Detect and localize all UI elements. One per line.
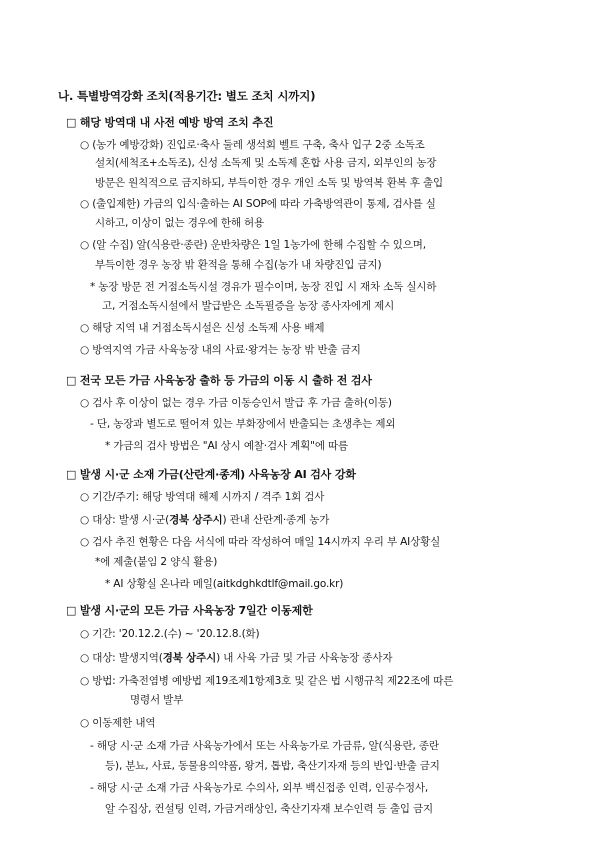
bullet-item: [80, 651, 392, 665]
bullet-text: ○ 대상: 발생지역(: [80, 652, 163, 664]
bullet-continuation: 방문은 원칙적으로 금지하되, 부득이한 경우 개인 소독 및 방역복 환복 후 출입: [95, 177, 444, 189]
bullet-continuation: 명령서 발부: [130, 694, 184, 706]
bullet-item: ○ (출입제한) 가금의 입식·출하는 AI SOP에 따라 가축방역관이 통제, 검사를 실: [80, 198, 436, 210]
bullet-continuation: 설치(세척조+소독조), 신성 소독제 및 소독제 혼합 사용 금지, 외부인의 농장: [95, 157, 437, 169]
dash-item: - 해당 시·군 소재 가금 사육농가에서 또는 사육농가로 가금류, 알(식용란, 종란: [90, 740, 439, 752]
dash-continuation: 알 수집상, 컨설팅 인력, 가금거래상인, 축산기자재 보수인력 등 출입 금지: [105, 803, 434, 815]
bold-region: 경북 상주시: [169, 514, 223, 526]
bullet-item: ○ 기간: '20.12.2.(수) ~ '20.12.8.(화): [80, 628, 260, 640]
bullet-item: ○ 기간/주기: 해당 방역대 해제 시까지 / 격주 1회 검사: [80, 491, 325, 503]
bold-region: 경북 상주시: [162, 652, 217, 664]
subsection-title: □ 해당 방역대 내 사전 예방 방역 조치 추진: [66, 116, 274, 129]
note-continuation: 고, 거점소독시설에서 발급받은 소독필증을 농장 종사자에게 제시: [102, 300, 395, 312]
subsection-title: □ 전국 모든 가금 사육농장 출하 등 가금의 이동 시 출하 전 검사: [66, 374, 372, 387]
bullet-continuation: 시하고, 이상이 없는 경우에 한해 허용: [95, 217, 265, 229]
bullet-item: ○ 방역지역 가금 사육농장 내의 사료·왕겨는 농장 밖 반출 금지: [80, 344, 361, 356]
note-item: * AI 상황실 온나라 메일(aitkdghkdtlf@mail.go.kr): [105, 578, 344, 590]
bullet-text: ○ 대상: 발생 시·군(: [80, 514, 170, 526]
subsection-title: □ 발생 시·군 소재 가금(산란계·종계) 사육농장 AI 검사 강화: [66, 468, 356, 481]
bullet-continuation: *에 제출(붙임 2 양식 활용): [95, 556, 218, 568]
bullet-item: ○ (알 수집) 알(식용란·종란) 운반차량은 1일 1농가에 한해 수집할 수 있으며,: [80, 239, 426, 251]
bullet-continuation: 부득이한 경우 농장 밖 환적을 통해 수집(농가 내 차량진입 금지): [95, 259, 382, 271]
bullet-text: ) 관내 산란계·종계 농가: [222, 514, 330, 526]
dash-continuation: 등), 분뇨, 사료, 동물용의약품, 왕겨, 톱밥, 축산기자재 등의 반입·반출 금지: [105, 760, 440, 772]
bullet-item: ○ 이동제한 내역: [80, 717, 156, 729]
section-heading: 나. 특별방역강화 조치(적용기간: 별도 조치 시까지): [58, 89, 316, 103]
bullet-item: ○ (농가 예방강화) 진입로·축사 둘레 생석회 벨트 구축, 축사 입구 2중 소독조: [80, 139, 425, 151]
bullet-item: [80, 513, 329, 527]
dash-item: - 단, 농장과 별도로 떨어져 있는 부화장에서 반출되는 초생추는 제외: [90, 418, 396, 430]
bullet-item: ○ 검사 추진 현황은 다음 서식에 따라 작성하여 매일 14시까지 우리 부 AI상황실: [80, 536, 441, 548]
dash-item: - 해당 시·군 소재 가금 사육농가로 수의사, 외부 백신접종 인력, 인공수정사,: [90, 782, 429, 794]
bullet-item: ○ 방법: 가축전염병 예방법 제19조제1항제3호 및 같은 법 시행규칙 제22조에 따른: [80, 675, 454, 687]
note-item: * 농장 방문 전 거점소독시설 경유가 필수이며, 농장 진입 시 재차 소독 실시하: [90, 281, 437, 293]
bullet-item: ○ 해당 지역 내 거점소독시설은 신성 소독제 사용 배제: [80, 322, 325, 334]
subsection-title: □ 발생 시·군의 모든 가금 사육농장 7일간 이동제한: [66, 604, 313, 617]
bullet-text: ) 내 사육 가금 및 가금 사육농장 종사자: [216, 652, 393, 664]
note-item: * 가금의 검사 방법은 "AI 상시 예찰·검사 계획"에 따름: [105, 440, 348, 452]
bullet-item: ○ 검사 후 이상이 없는 경우 가금 이동승인서 발급 후 가금 출하(이동): [80, 397, 392, 409]
